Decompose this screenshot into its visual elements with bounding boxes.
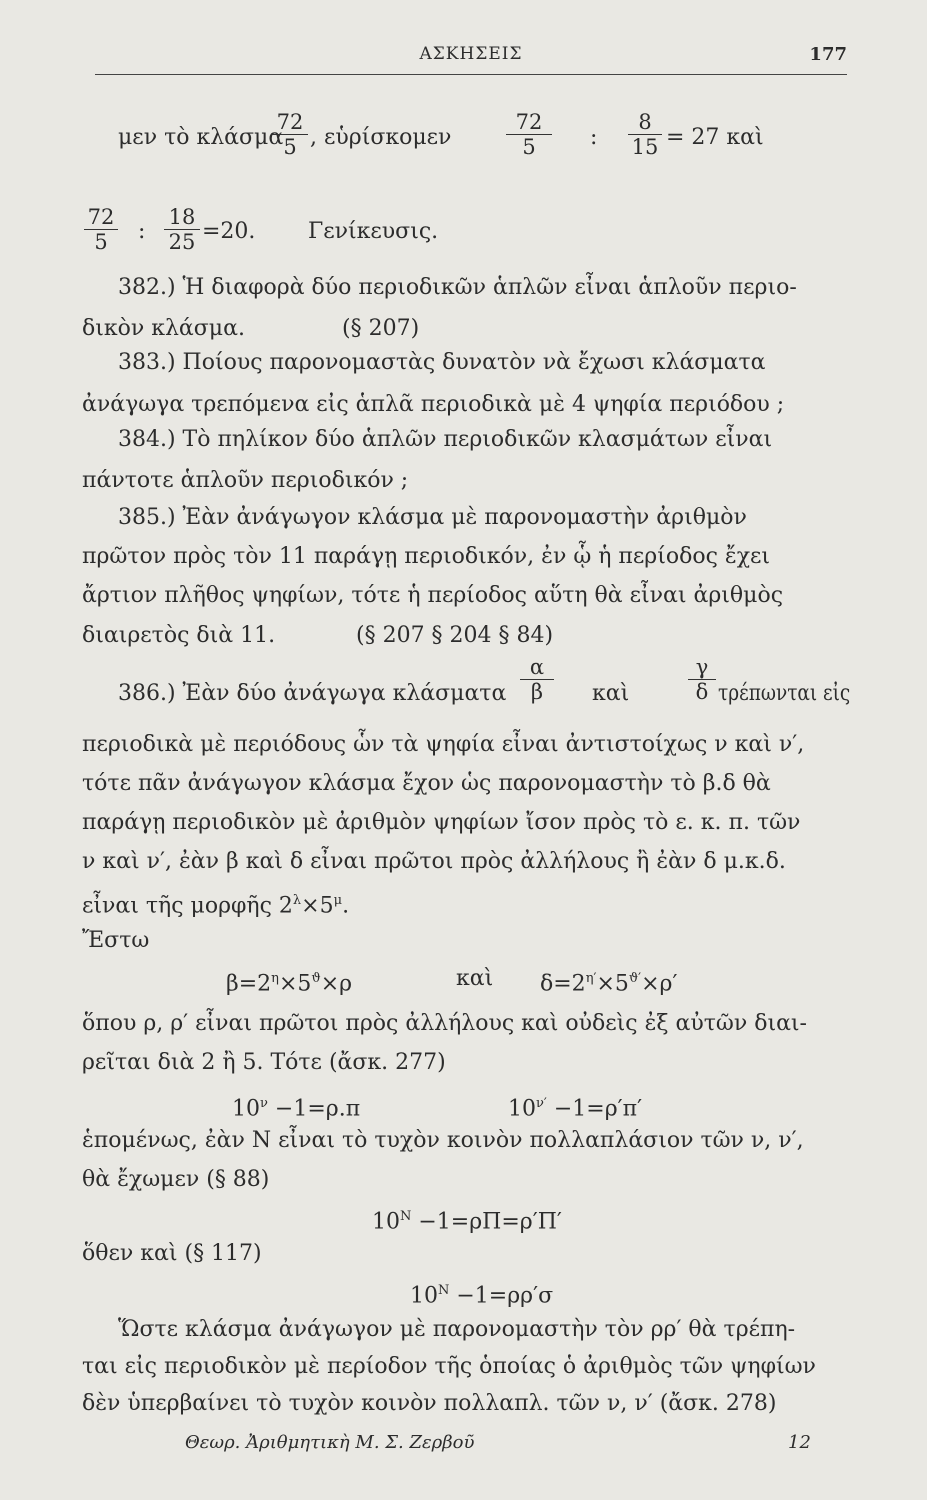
text-line [310,124,451,152]
text-line: ἑπομένως, ἐὰν Ν εἶναι τὸ τυχὸν κοινὸν πολλαπλάσιον τῶν ν, ν′, [82,1128,804,1153]
text-line: ἀνάγωγα τρεπόμενα εἰς ἁπλᾶ περιοδικὰ μὲ 4 ψηφία περιόδου ; [82,392,785,417]
exponent: λ [292,893,302,908]
text: = 27 καὶ [666,125,764,150]
math: δ=2 [540,971,586,997]
math: ×ρ [320,971,353,997]
numerator: 72 [87,205,115,229]
text: τρέπωνται εἰς [718,681,851,706]
fraction [164,205,200,254]
text-line: ται εἰς περιοδικὸν μὲ περίοδον τῆς ὁποίας ὁ ἀριθμὸς τῶν ψηφίων [82,1354,816,1379]
numerator: 72 [515,110,543,134]
text: Γενίκευσις. [308,219,439,244]
text: =20. [202,219,256,244]
denominator: 5 [522,135,536,159]
fraction [272,110,308,159]
exponent: N [400,1209,412,1224]
operator: : [138,219,146,244]
text-line: δὲν ὑπερβαίνει τὸ τυχὸν κοινὸν πολλαπλ. τῶν ν, ν′ (ἄσκ. 278) [82,1391,777,1416]
exercise-385-line: 385.) Ἐὰν ἀνάγωγον κλάσμα μὲ παρονομαστὴν ἀριθμὸν [118,505,747,530]
equation [410,1277,553,1310]
denominator: 25 [168,230,196,254]
numerator: γ [695,655,709,679]
numerator: 8 [638,110,652,134]
equation [372,1203,562,1236]
fraction [688,655,716,704]
text: . [342,893,350,919]
header-title: ΑΣΚΗΣΕΙΣ [419,44,523,64]
text-line [82,315,245,343]
text: 386.) Ἐὰν δύο ἀνάγωγα κλάσματα [118,681,507,706]
math: 10 [508,1096,536,1122]
text-line [82,622,275,650]
text: δικὸν κλάσμα. [82,316,245,341]
math: −1=ρρ′σ [456,1283,554,1309]
operator: : [590,125,598,150]
running-header [95,44,847,72]
math: 10 [372,1209,400,1235]
denominator: 5 [283,135,297,159]
reference: (§ 207) [342,316,420,341]
text-line [202,218,255,246]
math: −1=ρΠ=ρ′Π′ [418,1209,562,1235]
numerator: α [529,655,545,679]
text-line: ν καὶ ν′, ἐὰν β καὶ δ εἶναι πρῶτοι πρὸς ἀλλήλους ἢ ἐὰν δ μ.κ.δ. [82,849,786,874]
text-line: ὅπου ρ, ρ′ εἶναι πρῶτοι πρὸς ἀλλήλους καὶ οὐδεὶς ἐξ αὐτῶν διαι- [82,1011,807,1036]
text-line: περιοδικὰ μὲ περιόδους ὧν τὰ ψηφία εἶναι ἀντιστοίχως ν καὶ ν′, [82,732,805,757]
exercise-383-line: 383.) Ποίους παρονομαστὰς δυνατὸν νὰ ἔχωσι κλάσματα [118,350,766,375]
math: 10 [232,1096,260,1122]
text-line [118,124,283,152]
text-line [308,218,438,246]
text-line: καὶ [456,966,494,991]
exponent: μ [333,893,343,908]
text: , εὑρίσκομεν [310,125,452,150]
math: −1=ρ.π [274,1096,361,1122]
text-line [718,680,850,708]
text-line: ὅθεν καὶ (§ 117) [82,1241,262,1266]
denominator: 5 [94,230,108,254]
signature-mark: 12 [788,1432,811,1453]
text-line: ἄρτιον πλῆθος ψηφίων, τότε ἡ περίοδος αὕτη θὰ εἶναι ἀριθμὸς [82,583,784,608]
math: −1=ρ′π′ [553,1096,643,1122]
text: εἶναι τῆς μορφῆς 2 [82,893,293,919]
header-rule [95,74,847,75]
exercise-386-line [118,680,506,708]
exponent: N [438,1283,450,1298]
math: ×ρ′ [641,971,678,997]
text-line: Ὥστε κλάσμα ἀνάγωγον μὲ παρονομαστὴν τὸν ρρ′ θὰ τρέπη- [118,1317,796,1342]
exponent: ϑ [311,971,321,986]
fraction [520,655,554,704]
denominator: β [530,680,544,704]
text: ×5 [301,893,334,919]
math: ×5 [596,971,629,997]
exponent: ν′ [536,1096,547,1111]
text-line [666,124,764,152]
text-line: παράγῃ περιοδικὸν μὲ ἀριθμὸν ψηφίων ἴσον πρὸς τὸ ε. κ. π. τῶν [82,810,801,835]
footer-title: Θεωρ. Ἀριθμητικὴ Μ. Σ. Ζερβοῦ [185,1432,475,1453]
fraction [628,110,662,159]
text-line: ρεῖται διὰ 2 ἢ 5. Τότε (ἄσκ. 277) [82,1050,446,1075]
denominator: 15 [631,135,659,159]
equation [226,965,352,998]
reference: (§ 207 § 204 § 84) [356,623,554,648]
equation [232,1090,360,1123]
text: διαιρετὸς διὰ 11. [82,623,276,648]
exponent: ϑ′ [628,971,642,986]
exponent: ν [260,1096,268,1111]
page-number: 177 [809,44,847,65]
text-line: τότε πᾶν ἀνάγωγον κλάσμα ἔχον ὡς παρονομαστὴν τὸ β.δ θὰ [82,771,771,796]
numerator: 72 [276,110,304,134]
exponent: η′ [585,971,597,986]
equation [540,965,678,998]
text-line: Ἔστω [82,928,150,953]
text-line [592,680,629,708]
math: β=2 [226,971,272,997]
fraction [506,110,552,159]
text-line: πρῶτον πρὸς τὸν 11 παράγῃ περιοδικόν, ἐν ᾧ ἡ περίοδος ἔχει [82,544,771,569]
text: μεν τὸ κλάσμα [118,125,284,150]
denominator: δ [695,680,709,704]
numerator: 18 [168,205,196,229]
math: ×5 [278,971,312,997]
math: 10 [410,1283,438,1309]
exercise-382-line: 382.) Ἡ διαφορὰ δύο περιοδικῶν ἁπλῶν εἶναι ἁπλοῦν περιο- [118,275,797,300]
text-line: πάντοτε ἁπλοῦν περιοδικόν ; [82,468,409,493]
text: καὶ [592,681,630,706]
text-line: θὰ ἔχωμεν (§ 88) [82,1167,270,1192]
text-line [82,887,349,920]
equation [508,1090,642,1123]
exponent: η [271,971,279,986]
fraction [84,205,118,254]
exercise-384-line: 384.) Τὸ πηλίκον δύο ἁπλῶν περιοδικῶν κλασμάτων εἶναι [118,427,773,452]
